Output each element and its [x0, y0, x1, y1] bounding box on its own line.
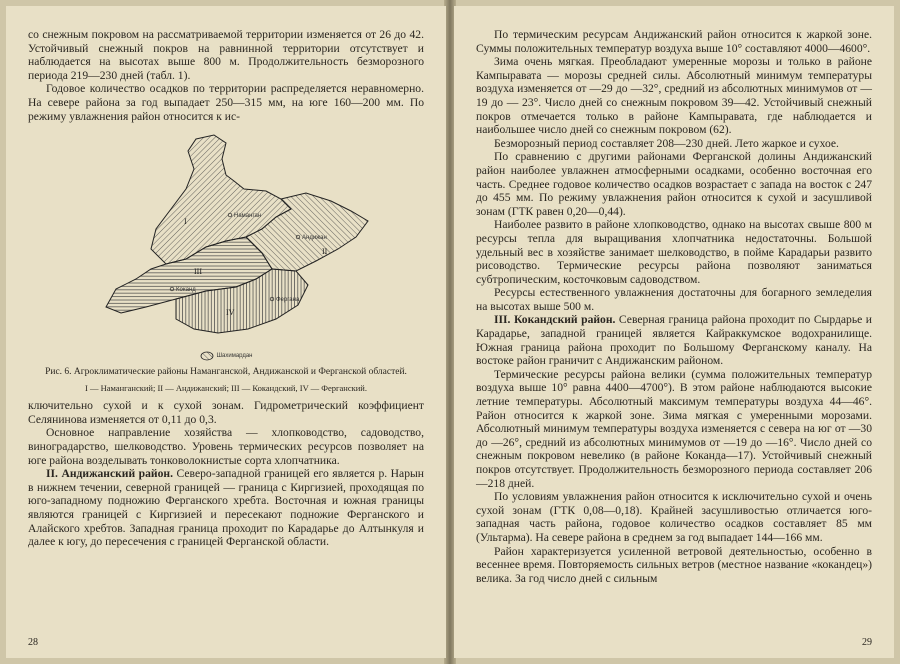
shahimardan-name: Шахимардан	[216, 353, 253, 360]
left-text	[28, 28, 424, 123]
section-heading-andijan: II. Андижанский район.	[46, 467, 173, 481]
right-paragraph-6: Ресурсы естественного увлажнения достаточны для богарного земледелия на высотах выше 500 м.	[476, 286, 872, 313]
map-label-kokand: Коканд	[176, 287, 196, 294]
left-paragraph-4: Основное направление хозяйства — хлопководство, садоводство, виноградарство, шелководство. Уровень термических ресурсов позволяет на юге района возделывать тонковолокнистые сорта хлопчатника.	[28, 426, 424, 467]
section-heading-kokand: III. Кокандский район.	[494, 313, 616, 327]
figure-caption: Рис. 6. Агроклиматические районы Наманганской, Андижанской и Ферганской областей.	[45, 367, 407, 378]
left-paragraph-1: со снежным покровом на рассматриваемой территории изменяется от 26 до 42. Устойчивый снежный покров на равнинной территории отсутствует и наблюдается на высотах выше 800 м. Продолжительность безморозного периода 219—230 дней (табл. 1).	[28, 28, 424, 82]
left-paragraph-5	[28, 467, 424, 549]
right-paragraph-3: Безморозный период составляет 208—230 дней. Лето жаркое и сухое.	[494, 136, 839, 150]
page-number-left: 28	[28, 637, 38, 648]
map-label-namangan: Наманган	[234, 213, 262, 220]
right-paragraph-5: Наиболее развито в районе хлопководство, однако на высотах свыше 800 м ресурсы тепла для выращивания хлопчатника недостаточны. Большой удельный вес в хозяйстве занимает шелководство, в пойме Карадарьи развито рисоводство. Термические ресурсы района позволяют заниматься субтропическим, косточковым садоводством.	[476, 218, 872, 286]
left-paragraph-2: Годовое количество осадков по территории распределяется неравномерно. На севере района за год выпадает 250—315 мм, на юге 160—200 мм. По режиму увлажнения район относится к ис-	[28, 82, 424, 123]
region-label-i: I	[184, 217, 187, 227]
right-paragraph-2: Зима очень мягкая. Преобладают умеренные морозы и только в районе Кампыравата — морозы средней силы. Абсолютный минимум температуры воздуха изменяется от —29 до —32°, средний из абсолютных минимумов от —19 до — 23°. Число дней со снежным покровом 39—42. Устойчивый снежный покров отмечается только в районе Кампыравата, где наблюдается и наибольшее число дней со снежным покровом (62).	[476, 55, 872, 137]
agroclimatic-map	[76, 129, 376, 349]
shahimardan-label	[28, 351, 424, 361]
right-paragraph-4: По сравнению с другими районами Ферганской долины Андижанский район наиболее увлажнен атмосферными осадками, особенно восточная его часть. Среднее годовое количество осадков возрастает с запада на восток с 247 до 455 мм. По режиму увлажнения район относится к сухой и засушливой зонам (ГТК равен 0,20—0,44).	[476, 150, 872, 218]
region-label-iii: III	[194, 267, 202, 277]
region-label-iv: IV	[226, 308, 235, 318]
figure-6	[28, 129, 424, 393]
region-label-ii: II	[322, 247, 328, 257]
map-label-andijan: Андижан	[302, 235, 327, 242]
right-text	[476, 28, 872, 585]
right-paragraph-10: Район характеризуется усиленной ветровой деятельностью, особенно в весеннее время. Повторяемость сильных ветров (местное название «кокандец») велика. За год число дней с сильным	[476, 544, 872, 585]
right-paragraph-8: Термические ресурсы района велики (сумма положительных температур воздуха выше 10° равна 4400—4700°). В этом районе наблюдаются высокие летние температуры. Абсолютный максимум температуры воздуха 44—46°. Район относится к жаркой зоне. Зима мягкая с умеренными морозами. Абсолютный минимум температуры воздуха изменяется с севера на юг от —30 до —26°, средний из абсолютных минимумов от —19 до —16°. Число дней со снежным покровом невелико (в районе Коканда—17). Устойчивый снежный покров отсутствует. Продолжительность безморозного периода составляет 206—218 дней.	[476, 367, 872, 490]
left-paragraph-5-text: Северо-западной границей его является р. Нарын в нижнем течении, северной границей — граница с Киргизией, проходящая по юго-западному подножию Ферганского хребта. Восточная и южная границы являются границей с Киргизией и пересекают подножие Ферганского и Алайского хребтов. Западная граница проходит по Карадарье до Алтынкуля и далее к югу, до пересечения с границей Ферганской области.	[28, 467, 424, 549]
left-text-continued	[28, 399, 424, 549]
right-paragraph-7	[476, 313, 872, 367]
right-paragraph-7-text: Северная граница района проходит по Сырдарье и Карадарье, западной границей является Кайраккумское водохранилище. Южная граница района проходит по Большому Ферганскому каналу. На востоке район граничит с Андижанским районом.	[476, 313, 872, 368]
left-paragraph-3: ключительно сухой и к сухой зонам. Гидрометрический коэффициент Селянинова изменяется от 0,11 до 0,3.	[28, 399, 424, 426]
map-svg	[76, 129, 376, 349]
left-page	[6, 6, 446, 658]
shahimardan-enclave-icon	[200, 351, 214, 361]
right-page	[454, 6, 894, 658]
figure-legend: I — Наманганский; II — Андижанский; III — Кокандский, IV — Ферганский.	[85, 382, 367, 393]
right-paragraph-9: По условиям увлажнения район относится к исключительно сухой и очень сухой зонам (ГТК 0,08—0,18). Крайней засушливостью отличается юго-западная часть района, годовое количество осадков составляет 85 мм (Ультарма). На севере района в среднем за год выпадает 144—166 мм.	[476, 490, 872, 544]
right-paragraph-1: По термическим ресурсам Андижанский район относится к жаркой зоне. Суммы положительных температур воздуха выше 10° составляют 4000—4600°.	[476, 28, 872, 55]
map-label-fergana: Фергана	[276, 297, 300, 304]
page-number-right: 29	[862, 637, 872, 648]
